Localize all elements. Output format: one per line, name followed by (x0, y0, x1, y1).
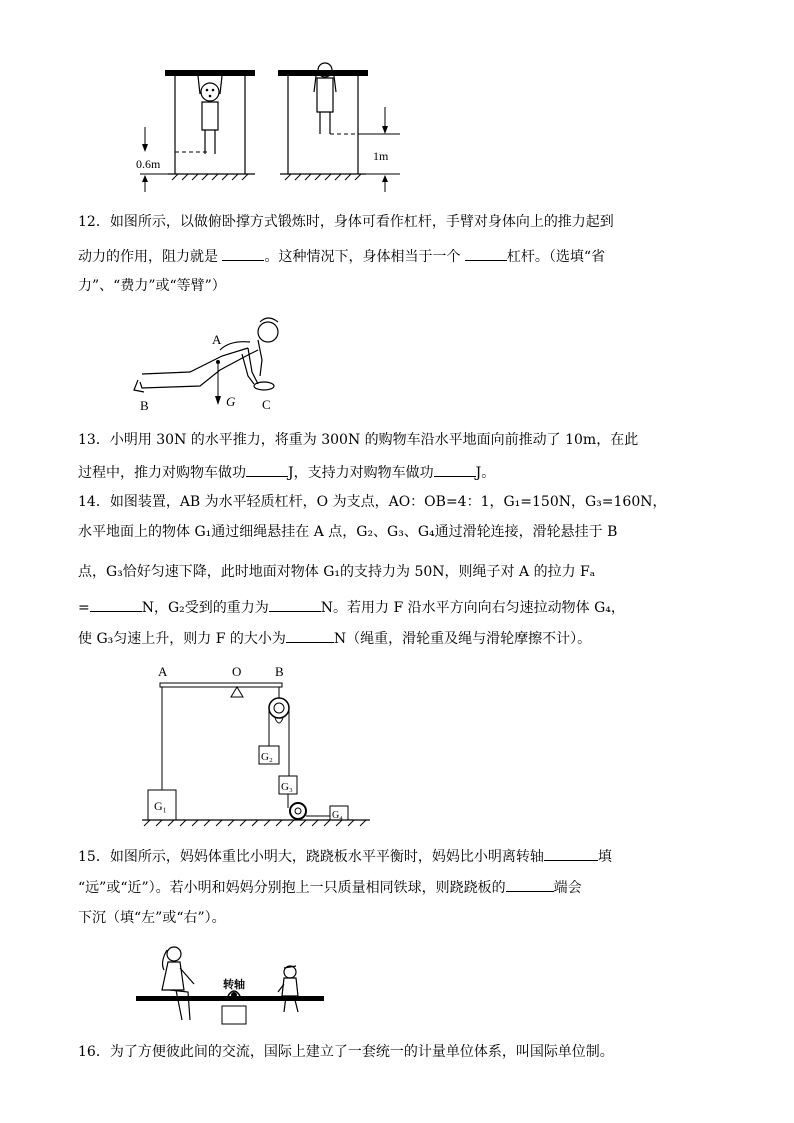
q14-line3: 点，G₃恰好匀速下降，此时地面对物体 G₁的支持力为 50N，则绳子对 A 的拉力 Fₐ (78, 564, 596, 580)
label-g4: G₄ (332, 810, 343, 821)
label-b: B (140, 398, 149, 413)
q15-line3: 下沉（填“左”或“右”）。 (78, 910, 226, 926)
q15-text-c: “远”或“近”）。若小明和妈妈分别抱上一只质量相同铁球，则跷跷板的 (78, 880, 506, 896)
right-height-label: 1m (373, 149, 389, 163)
q14-line4 (78, 597, 625, 618)
q15-text-b: 填 (597, 849, 612, 865)
q12-blank-1[interactable] (222, 246, 264, 261)
push-up-figure (130, 310, 290, 415)
q14-line1: 14．如图装置，AB 为水平轻质杠杆，O 为支点，AO：OB=4：1，G₁=150N，G₃=160N， (78, 494, 667, 510)
q13-line2 (78, 462, 495, 483)
q15-text-a: 15．如图所示，妈妈体重比小明大，跷跷板水平平衡时，妈妈比小明离转轴 (78, 849, 544, 865)
q13-text-c: J。 (475, 465, 496, 481)
seesaw-figure (134, 940, 334, 1030)
q14-blank-3[interactable] (286, 628, 334, 643)
lever-pulley-figure (140, 660, 380, 830)
q14-blank-1[interactable] (90, 597, 142, 612)
label-g: G (226, 394, 236, 409)
label-fig-b: B (275, 664, 284, 679)
q13-text-b: J，支持力对购物车做功 (288, 465, 434, 481)
q12-line1: 12．如图所示，以做俯卧撑方式锻炼时，身体可看作杠杆，手臂对身体向上的推力起到 (78, 214, 614, 230)
q12-line3: 力”、“费力”或“等臂”） (78, 278, 226, 294)
pivot-label: 转轴 (223, 979, 245, 991)
left-height-label: 0.6m (136, 157, 161, 171)
q14-text-e: N（绳重，滑轮重及绳与滑轮摩擦不计）。 (333, 631, 592, 647)
q14-text-b: N，G₂受到的重力为 (141, 600, 269, 616)
q15-blank-1[interactable] (544, 846, 598, 861)
q15-line1 (78, 846, 612, 867)
q15-blank-2[interactable] (506, 877, 554, 892)
label-g1: G₁ (154, 799, 167, 813)
q13-text-a: 过程中，推力对购物车做功 (78, 465, 246, 481)
pull-up-figure (130, 62, 420, 192)
label-g2: G₂ (261, 751, 273, 763)
q12-text-c: 杠杆。（选填“省 (506, 249, 606, 265)
label-c: C (262, 397, 271, 412)
q12-blank-2[interactable] (465, 246, 507, 261)
q12-text-b: 。这种情况下，身体相当于一个 (264, 249, 461, 265)
q14-text-c: N。若用力 F 沿水平方向向右匀速拉动物体 G₄， (320, 600, 625, 616)
q14-line5 (78, 628, 591, 649)
q14-text-d: 使 G₃匀速上升，则力 F 的大小为 (78, 631, 286, 647)
q14-text-a: = (78, 600, 90, 616)
label-a: A (212, 332, 222, 347)
q14-blank-2[interactable] (269, 597, 321, 612)
q16-line1: 16．为了方便彼此间的交流，国际上建立了一套统一的计量单位体系，叫国际单位制。 (78, 1044, 614, 1060)
label-fig-a: A (158, 664, 168, 679)
label-g3: G₃ (281, 781, 293, 793)
label-fig-o: O (232, 664, 242, 679)
q15-text-d: 端会 (553, 880, 582, 896)
q15-line2 (78, 877, 582, 898)
q13-blank-2[interactable] (434, 462, 476, 477)
q13-line1: 13．小明用 30N 的水平推力，将重为 300N 的购物车沿水平地面向前推动了 10m，在此 (78, 432, 639, 448)
q14-line2: 水平地面上的物体 G₁通过细绳悬挂在 A 点，G₂、G₃、G₄通过滑轮连接，滑轮悬挂于 B (78, 524, 618, 540)
q12-text-a: 动力的作用，阻力就是 (78, 249, 218, 265)
q12-line2 (78, 246, 605, 267)
q13-blank-1[interactable] (246, 462, 288, 477)
